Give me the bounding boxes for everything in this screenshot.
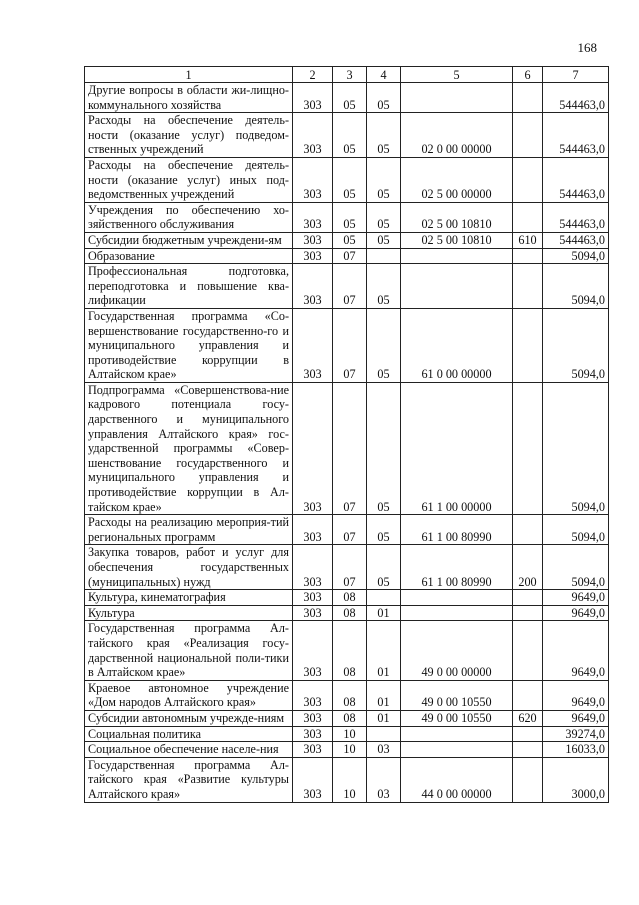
row-subsection-cell: 05 (367, 157, 401, 202)
table-row (85, 232, 609, 248)
column-header: 1 (85, 67, 293, 83)
table-row (85, 605, 609, 621)
row-amount-cell: 544463,0 (543, 202, 609, 232)
column-header: 4 (367, 67, 401, 83)
row-type-cell: 200 (513, 545, 543, 590)
row-subsection-cell (367, 590, 401, 606)
row-name-cell: Культура, кинематография (85, 590, 293, 606)
table-row (85, 726, 609, 742)
row-name-cell: Субсидии бюджетным учреждени-ям (85, 232, 293, 248)
row-target-cell: 61 0 00 00000 (401, 308, 513, 382)
row-type-cell (513, 621, 543, 680)
row-section-cell: 07 (333, 382, 367, 514)
row-type-cell (513, 742, 543, 758)
row-section-cell: 08 (333, 605, 367, 621)
row-amount-cell: 5094,0 (543, 248, 609, 264)
row-amount-cell: 544463,0 (543, 113, 609, 158)
row-code-cell: 303 (293, 590, 333, 606)
row-section-cell: 10 (333, 726, 367, 742)
row-name-cell: Социальное обеспечение населе-ния (85, 742, 293, 758)
row-type-cell (513, 264, 543, 309)
row-type-cell (513, 590, 543, 606)
row-name-cell: Краевое автономное учреждение «Дом народов Алтайского края» (85, 680, 293, 710)
row-type-cell (513, 157, 543, 202)
row-code-cell: 303 (293, 545, 333, 590)
row-type-cell (513, 202, 543, 232)
row-target-cell (401, 83, 513, 113)
table-row (85, 308, 609, 382)
table-header-row (85, 67, 609, 83)
table-row (85, 621, 609, 680)
row-section-cell: 05 (333, 83, 367, 113)
row-type-cell (513, 83, 543, 113)
table-row (85, 113, 609, 158)
table-row (85, 742, 609, 758)
row-subsection-cell: 05 (367, 515, 401, 545)
row-subsection-cell: 05 (367, 202, 401, 232)
row-type-cell (513, 382, 543, 514)
row-code-cell: 303 (293, 308, 333, 382)
column-header: 6 (513, 67, 543, 83)
row-target-cell (401, 264, 513, 309)
column-header: 5 (401, 67, 513, 83)
row-section-cell: 07 (333, 515, 367, 545)
row-code-cell: 303 (293, 232, 333, 248)
row-section-cell: 07 (333, 248, 367, 264)
row-amount-cell: 5094,0 (543, 515, 609, 545)
table-row (85, 515, 609, 545)
row-amount-cell: 9649,0 (543, 680, 609, 710)
row-target-cell: 49 0 00 00000 (401, 621, 513, 680)
row-section-cell: 10 (333, 757, 367, 802)
row-amount-cell: 544463,0 (543, 83, 609, 113)
row-amount-cell: 3000,0 (543, 757, 609, 802)
column-header: 3 (333, 67, 367, 83)
row-type-cell (513, 680, 543, 710)
row-code-cell: 303 (293, 680, 333, 710)
row-section-cell: 08 (333, 710, 367, 726)
row-amount-cell: 544463,0 (543, 157, 609, 202)
row-target-cell: 61 1 00 80990 (401, 545, 513, 590)
row-amount-cell: 544463,0 (543, 232, 609, 248)
row-name-cell: Другие вопросы в области жи-лищно-коммунального хозяйства (85, 83, 293, 113)
table-row (85, 248, 609, 264)
row-subsection-cell: 01 (367, 621, 401, 680)
row-section-cell: 05 (333, 232, 367, 248)
row-section-cell: 08 (333, 590, 367, 606)
row-section-cell: 07 (333, 308, 367, 382)
table-body (85, 83, 609, 803)
column-header: 2 (293, 67, 333, 83)
table-row (85, 545, 609, 590)
row-subsection-cell: 03 (367, 757, 401, 802)
row-subsection-cell: 05 (367, 308, 401, 382)
row-type-cell: 620 (513, 710, 543, 726)
table-row (85, 202, 609, 232)
row-subsection-cell: 01 (367, 710, 401, 726)
table-row (85, 157, 609, 202)
row-amount-cell: 39274,0 (543, 726, 609, 742)
row-target-cell: 02 0 00 00000 (401, 113, 513, 158)
row-section-cell: 05 (333, 202, 367, 232)
row-name-cell: Государственная программа Ал-тайского края «Реализация госу-дарственной национальной поли-тики в Алтайском крае» (85, 621, 293, 680)
row-subsection-cell: 01 (367, 605, 401, 621)
table-row (85, 382, 609, 514)
table-row (85, 264, 609, 309)
row-code-cell: 303 (293, 757, 333, 802)
column-header: 7 (543, 67, 609, 83)
row-target-cell: 49 0 00 10550 (401, 680, 513, 710)
row-subsection-cell (367, 248, 401, 264)
row-subsection-cell: 01 (367, 680, 401, 710)
row-section-cell: 10 (333, 742, 367, 758)
page-number: 168 (577, 40, 597, 55)
row-code-cell: 303 (293, 83, 333, 113)
row-type-cell: 610 (513, 232, 543, 248)
row-name-cell: Расходы на обеспечение деятель-ности (оказание услуг) подведом-ственных учреждений (85, 113, 293, 158)
row-target-cell (401, 590, 513, 606)
row-code-cell: 303 (293, 113, 333, 158)
row-type-cell (513, 113, 543, 158)
row-subsection-cell: 05 (367, 113, 401, 158)
row-section-cell: 07 (333, 264, 367, 309)
budget-table (84, 66, 609, 803)
row-name-cell: Закупка товаров, работ и услуг для обеспечения государственных (муниципальных) нужд (85, 545, 293, 590)
row-target-cell: 49 0 00 10550 (401, 710, 513, 726)
row-name-cell: Профессиональная подготовка, переподготовка и повышение ква-лификации (85, 264, 293, 309)
row-subsection-cell: 03 (367, 742, 401, 758)
row-name-cell: Государственная программа Ал-тайского края «Развитие культуры Алтайского края» (85, 757, 293, 802)
row-amount-cell: 9649,0 (543, 710, 609, 726)
row-target-cell: 02 5 00 00000 (401, 157, 513, 202)
row-target-cell: 61 1 00 00000 (401, 382, 513, 514)
row-name-cell: Субсидии автономным учрежде-ниям (85, 710, 293, 726)
row-amount-cell: 5094,0 (543, 545, 609, 590)
row-amount-cell: 9649,0 (543, 590, 609, 606)
row-target-cell: 02 5 00 10810 (401, 202, 513, 232)
row-name-cell: Государственная программа «Со-вершенствование государственно-го и муниципального управления и противодействие коррупции в Алтайском крае» (85, 308, 293, 382)
row-type-cell (513, 605, 543, 621)
table-row (85, 757, 609, 802)
row-code-cell: 303 (293, 621, 333, 680)
row-subsection-cell: 05 (367, 83, 401, 113)
row-code-cell: 303 (293, 157, 333, 202)
row-subsection-cell: 05 (367, 232, 401, 248)
row-code-cell: 303 (293, 710, 333, 726)
row-type-cell (513, 248, 543, 264)
row-name-cell: Культура (85, 605, 293, 621)
row-target-cell: 02 5 00 10810 (401, 232, 513, 248)
row-code-cell: 303 (293, 515, 333, 545)
row-section-cell: 08 (333, 621, 367, 680)
row-amount-cell: 5094,0 (543, 308, 609, 382)
row-subsection-cell: 05 (367, 264, 401, 309)
row-amount-cell: 9649,0 (543, 621, 609, 680)
row-section-cell: 05 (333, 113, 367, 158)
row-code-cell: 303 (293, 726, 333, 742)
row-name-cell: Расходы на обеспечение деятель-ности (оказание услуг) иных под-ведомственных учреждений (85, 157, 293, 202)
table-row (85, 83, 609, 113)
row-subsection-cell: 05 (367, 382, 401, 514)
row-code-cell: 303 (293, 248, 333, 264)
row-section-cell: 08 (333, 680, 367, 710)
row-amount-cell: 5094,0 (543, 382, 609, 514)
row-target-cell (401, 248, 513, 264)
row-target-cell (401, 726, 513, 742)
row-target-cell: 61 1 00 80990 (401, 515, 513, 545)
table-row (85, 590, 609, 606)
row-type-cell (513, 515, 543, 545)
row-type-cell (513, 726, 543, 742)
table-row (85, 680, 609, 710)
row-code-cell: 303 (293, 202, 333, 232)
row-section-cell: 07 (333, 545, 367, 590)
row-name-cell: Подпрограмма «Совершенствова-ние кадрового потенциала госу-дарственного и муниципального управления Алтайского края» гос-ударственной программы «Совер-шенствование государственного и муниципального управления и противодействие коррупции в Ал-тайском крае» (85, 382, 293, 514)
row-section-cell: 05 (333, 157, 367, 202)
row-amount-cell: 9649,0 (543, 605, 609, 621)
row-target-cell: 44 0 00 00000 (401, 757, 513, 802)
row-code-cell: 303 (293, 742, 333, 758)
row-amount-cell: 16033,0 (543, 742, 609, 758)
row-type-cell (513, 757, 543, 802)
row-name-cell: Учреждения по обеспечению хо-зяйственного обслуживания (85, 202, 293, 232)
row-code-cell: 303 (293, 605, 333, 621)
row-amount-cell: 5094,0 (543, 264, 609, 309)
row-code-cell: 303 (293, 382, 333, 514)
row-target-cell (401, 742, 513, 758)
row-subsection-cell (367, 726, 401, 742)
row-subsection-cell: 05 (367, 545, 401, 590)
table-row (85, 710, 609, 726)
row-type-cell (513, 308, 543, 382)
row-name-cell: Образование (85, 248, 293, 264)
row-target-cell (401, 605, 513, 621)
row-code-cell: 303 (293, 264, 333, 309)
row-name-cell: Расходы на реализацию мероприя-тий региональных программ (85, 515, 293, 545)
row-name-cell: Социальная политика (85, 726, 293, 742)
